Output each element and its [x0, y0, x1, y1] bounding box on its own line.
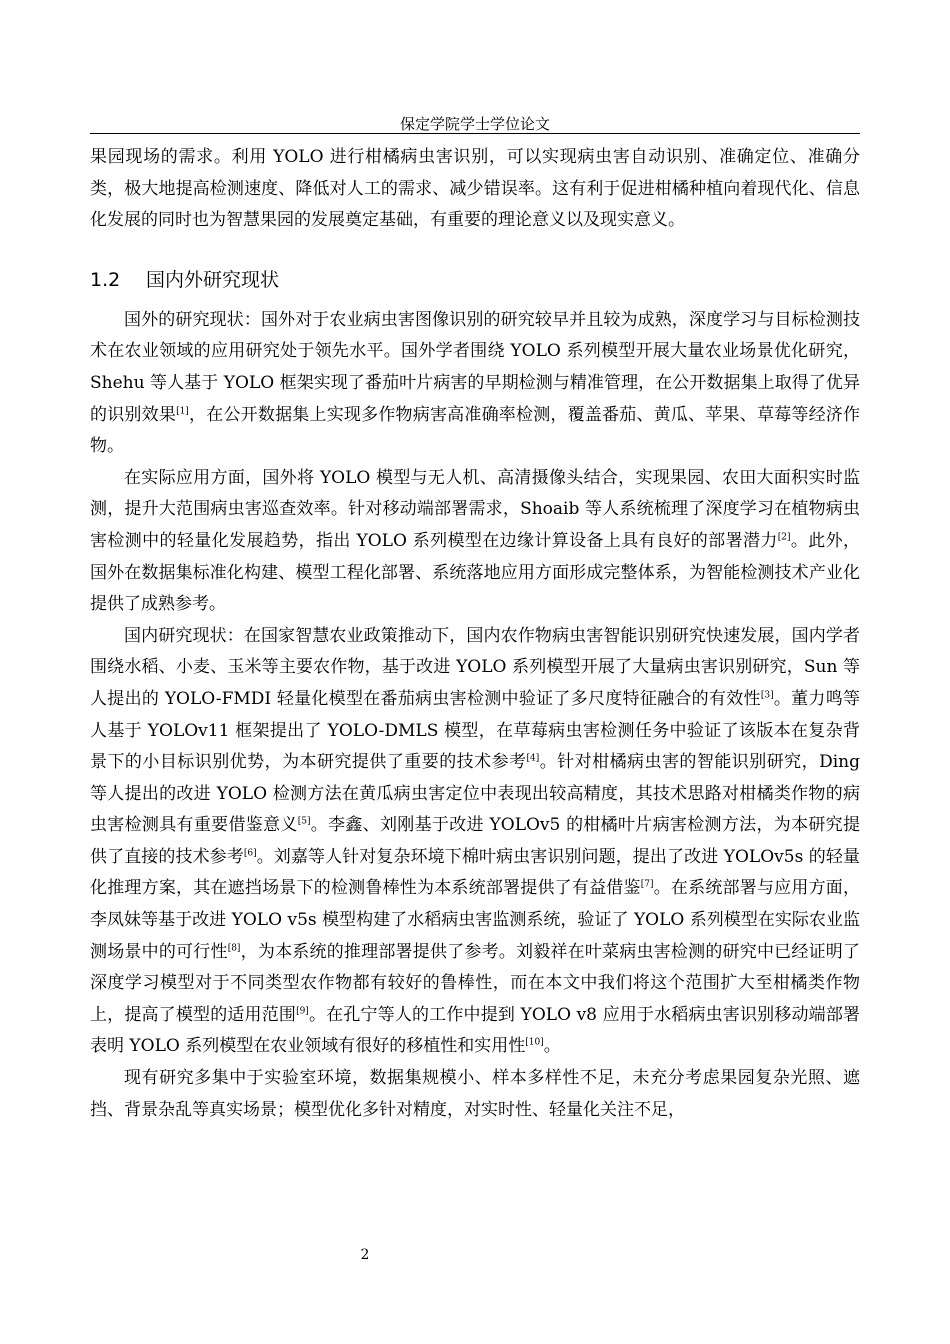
- citation: [9]: [296, 1006, 309, 1017]
- citation: [5]: [297, 816, 311, 827]
- header-rule: [90, 133, 860, 134]
- citation: [6]: [243, 848, 257, 859]
- paragraph-foreign-application: 在实际应用方面，国外将 YOLO 模型与无人机、高清摄像头结合，实现果园、农田大面积实时监测，提升大范围病虫害巡查效率。针对移动端部署需求，Shoaib 等人系统梳理了深度学习在植物病虫害检测中的轻量化发展趋势，指出 YOLO 系列模型在边缘计算设备上具有良好的部署潜力[2]。此外，国外在数据集标准化构建、模型工程化部署、系统落地应用方面形成完整体系，为智能检测技术产业化提供了成熟参考。: [90, 467, 860, 615]
- section-heading: [90, 263, 860, 297]
- paragraph-continued: 果园现场的需求。利用 YOLO 进行柑橘病虫害识别，可以实现病虫害自动识别、准确定位、准确分类，极大地提高检测速度、降低对人工的需求、减少错误率。这有利于促进柑橘种植向着现代化、信息化发展的同时也为智慧果园的发展奠定基础，有重要的理论意义以及现实意义。: [90, 147, 860, 231]
- section-number: 1.2: [90, 268, 121, 291]
- citation: [2]: [777, 532, 791, 543]
- citation: [1]: [176, 405, 189, 416]
- citation: [4]: [526, 753, 540, 764]
- page-number: 2: [360, 1247, 370, 1263]
- paragraph-domestic-research: 国内研究现状：在国家智慧农业政策推动下，国内农作物病虫害智能识别研究快速发展，国内学者围绕水稻、小麦、玉米等主要农作物，基于改进 YOLO 系列模型开展了大量病虫害识别研究，Sun 等人提出的 YOLO-FMDI 轻量化模型在番茄病虫害检测中验证了多尺度特征融合的有效性[3]。董力鸣等人基于 YOLOv11 框架提出了 YOLO-DMLS 模型，在草莓病虫害检测任务中验证了该版本在复杂背景下的小目标识别优势，为本研究提供了重要的技术参考[4]。针对柑橘病虫害的智能识别研究，Ding 等人提出的改进 YOLO 检测方法在黄瓜病虫害定位中表现出较高精度，其技术思路对柑橘类作物的病虫害检测具有重要借鉴意义[5]。李鑫、刘刚基于改进 YOLOv5 的柑橘叶片病害检测方法，为本研究提供了直接的技术参考[6]。刘嘉等人针对复杂环境下棉叶病虫害识别问题，提出了改进 YOLOv5s 的轻量化推理方案，其在遮挡场景下的检测鲁棒性为本系统部署提供了有益借鉴[7]。在系统部署与应用方面，李凤妹等基于改进 YOLO v5s 模型构建了水稻病虫害监测系统，验证了 YOLO 系列模型在实际农业监测场景中的可行性[8]，为本系统的推理部署提供了参考。刘毅祥在叶菜病虫害检测的研究中已经证明了深度学习模型对于不同类型农作物都有较好的鲁棒性，而在本文中我们将这个范围扩大至柑橘类作物上，提高了模型的适用范围[9]。在孔宁等人的工作中提到 YOLO v8 应用于水稻病虫害识别移动端部署表明 YOLO 系列模型在农业领域有很好的移植性和实用性[10]。: [90, 625, 861, 1057]
- citation: [7]: [640, 879, 654, 890]
- citation: [8]: [227, 943, 241, 953]
- section-title: 国内外研究现状: [146, 268, 280, 291]
- paragraph-foreign-research: 国外的研究现状：国外对于农业病虫害图像识别的研究较早并且较为成熟，深度学习与目标检测技术在农业领域的应用研究处于领先水平。国外学者围绕 YOLO 系列模型开展大量农业场景优化研究，Shehu 等人基于 YOLO 框架实现了番茄叶片病害的早期检测与精准管理，在公开数据集上取得了优异的识别效果[1]，在公开数据集上实现多作物病害高准确率检测，覆盖番茄、黄瓜、苹果、草莓等经济作物。: [90, 309, 861, 457]
- page-header: 保定学院学士学位论文: [399, 115, 550, 133]
- paragraph-limitations: 现有研究多集中于实验室环境，数据集规模小、样本多样性不足，未充分考虑果园复杂光照、遮挡、背景杂乱等真实场景；模型优化多针对精度，对实时性、轻量化关注不足，: [90, 1068, 860, 1120]
- citation: [10]: [525, 1037, 544, 1048]
- citation: [3]: [760, 690, 774, 701]
- document-body: [90, 142, 860, 1126]
